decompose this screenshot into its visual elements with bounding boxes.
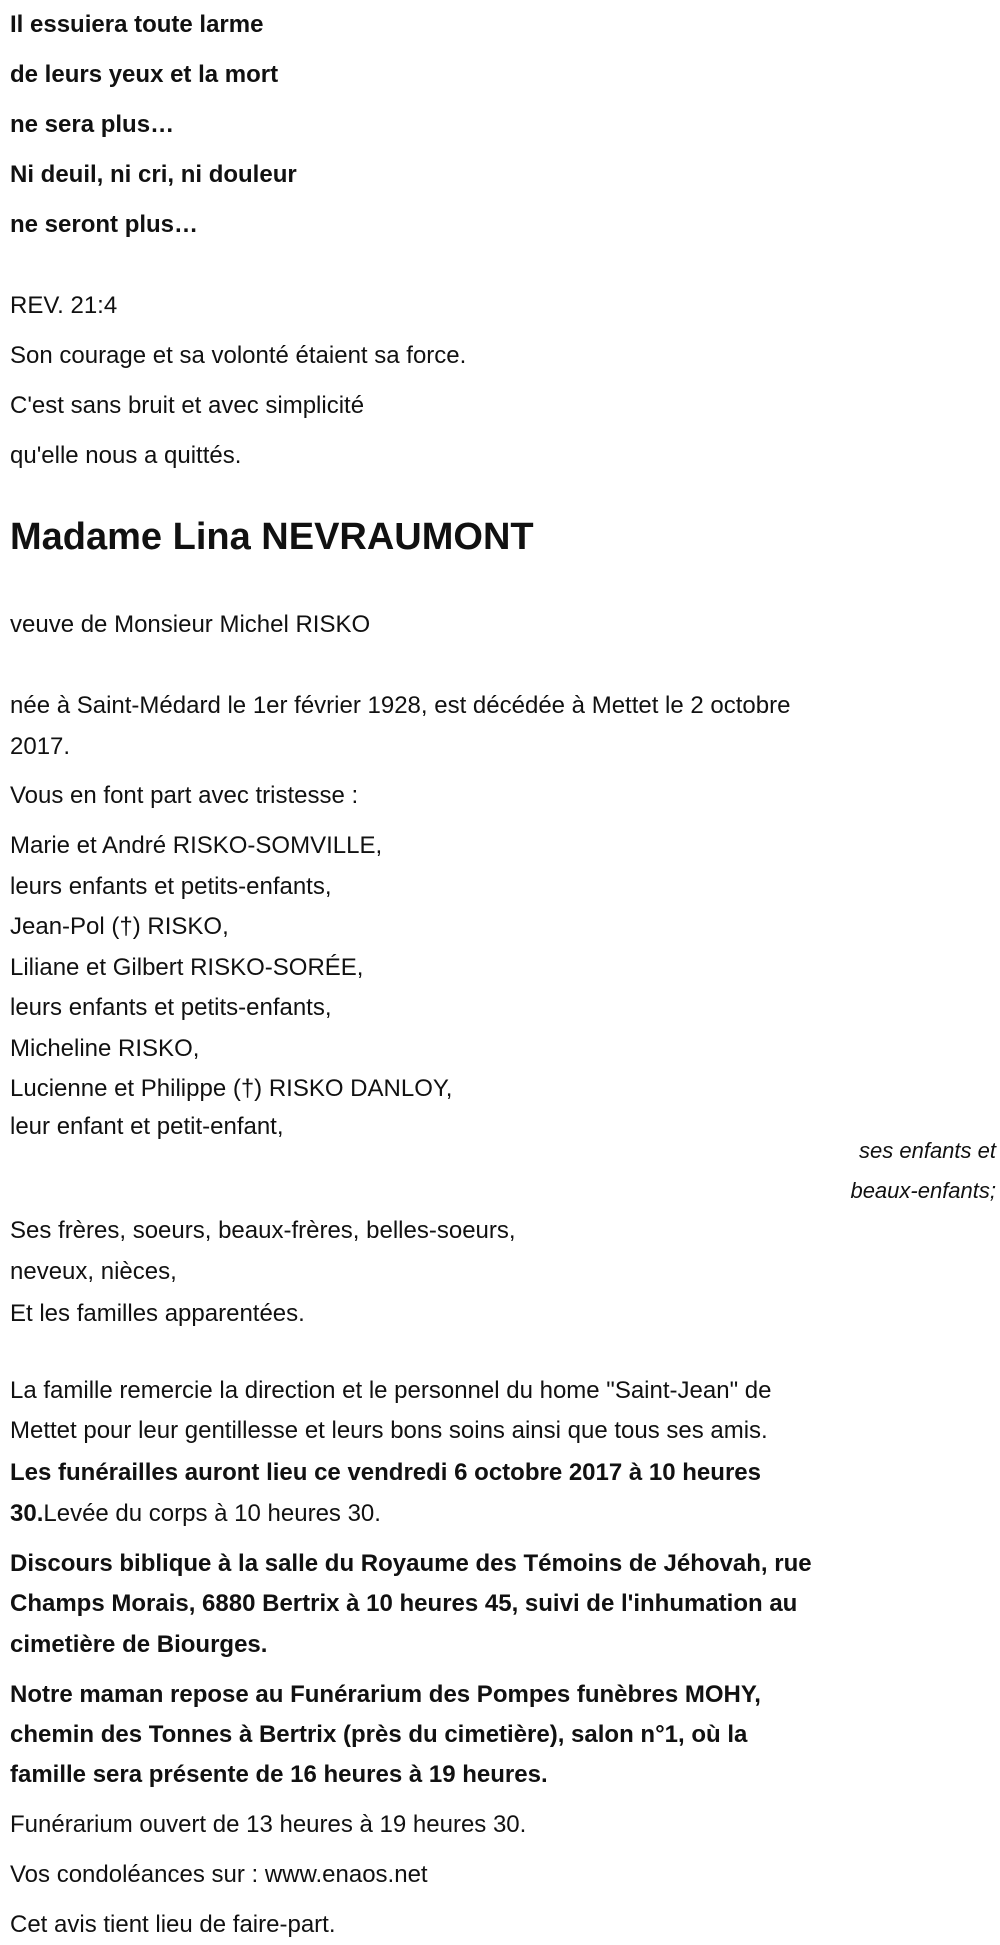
condolences: Vos condoléances sur : www.enaos.net: [10, 1861, 428, 1888]
family-member: Marie et André RISKO-SOMVILLE,: [10, 832, 383, 859]
verse-line: de leurs yeux et la mort: [10, 61, 279, 88]
widow-of: veuve de Monsieur Michel RISKO: [10, 611, 371, 638]
family-member: leurs enfants et petits-enfants,: [10, 994, 332, 1021]
discourse-line: Champs Morais, 6880 Bertrix à 10 heures 45, suivi de l'inhumation au: [10, 1590, 798, 1617]
rest-line: famille sera présente de 16 heures à 19 heures.: [10, 1761, 548, 1788]
family-member: Liliane et Gilbert RISKO-SORÉE,: [10, 954, 364, 981]
announcement: Vous en font part avec tristesse :: [10, 782, 359, 809]
discourse-line: Discours biblique à la salle du Royaume des Témoins de Jéhovah, rue: [10, 1550, 812, 1577]
verse-line: ne seront plus…: [10, 211, 199, 238]
verse-line: Il essuiera toute larme: [10, 11, 264, 38]
thanks-line: Mettet pour leur gentillesse et leurs bons soins ainsi que tous ses amis.: [10, 1417, 768, 1444]
family-member: Jean-Pol (†) RISKO,: [10, 913, 229, 940]
funerarium-hours: Funérarium ouvert de 13 heures à 19 heures 30.: [10, 1811, 527, 1838]
epitaph-line: C'est sans bruit et avec simplicité: [10, 392, 365, 419]
epitaph-line: qu'elle nous a quittés.: [10, 442, 242, 469]
family-member: Lucienne et Philippe (†) RISKO DANLOY,: [10, 1075, 453, 1102]
relatives-line: neveux, nièces,: [10, 1258, 177, 1285]
discourse-line: cimetière de Biourges.: [10, 1631, 268, 1658]
family-member: leurs enfants et petits-enfants,: [10, 873, 332, 900]
epitaph-line: Son courage et sa volonté étaient sa force.: [10, 342, 467, 369]
funeral-line: Les funérailles auront lieu ce vendredi 6 octobre 2017 à 10 heures: [10, 1459, 761, 1486]
rest-line: chemin des Tonnes à Bertrix (près du cimetière), salon n°1, où la: [10, 1721, 748, 1748]
birth-death-line: 2017.: [10, 733, 71, 760]
verse-line: Ni deuil, ni cri, ni douleur: [10, 161, 297, 188]
children-label: beaux-enfants;: [850, 1178, 996, 1203]
relatives-line: Et les familles apparentées.: [10, 1300, 305, 1327]
family-member: Micheline RISKO,: [10, 1035, 200, 1062]
bible-reference: REV. 21:4: [10, 292, 118, 319]
thanks-line: La famille remercie la direction et le personnel du home "Saint-Jean" de: [10, 1377, 772, 1404]
levee: Levée du corps à 10 heures 30.: [43, 1500, 381, 1527]
rest-line: Notre maman repose au Funérarium des Pompes funèbres MOHY,: [10, 1681, 761, 1708]
funeral-levee-line: [10, 1494, 381, 1534]
birth-death-line: née à Saint-Médard le 1er février 1928, est décédée à Mettet le 2 octobre: [10, 692, 791, 719]
funeral-line-end: 30.: [10, 1500, 44, 1527]
children-label: ses enfants et: [859, 1138, 996, 1163]
verse-line: ne sera plus…: [10, 111, 175, 138]
closing-note: Cet avis tient lieu de faire-part.: [10, 1911, 336, 1938]
relatives-line: Ses frères, soeurs, beaux-frères, belles-soeurs,: [10, 1217, 516, 1244]
deceased-name: Madame Lina NEVRAUMONT: [10, 516, 534, 558]
family-member: leur enfant et petit-enfant,: [10, 1113, 284, 1140]
